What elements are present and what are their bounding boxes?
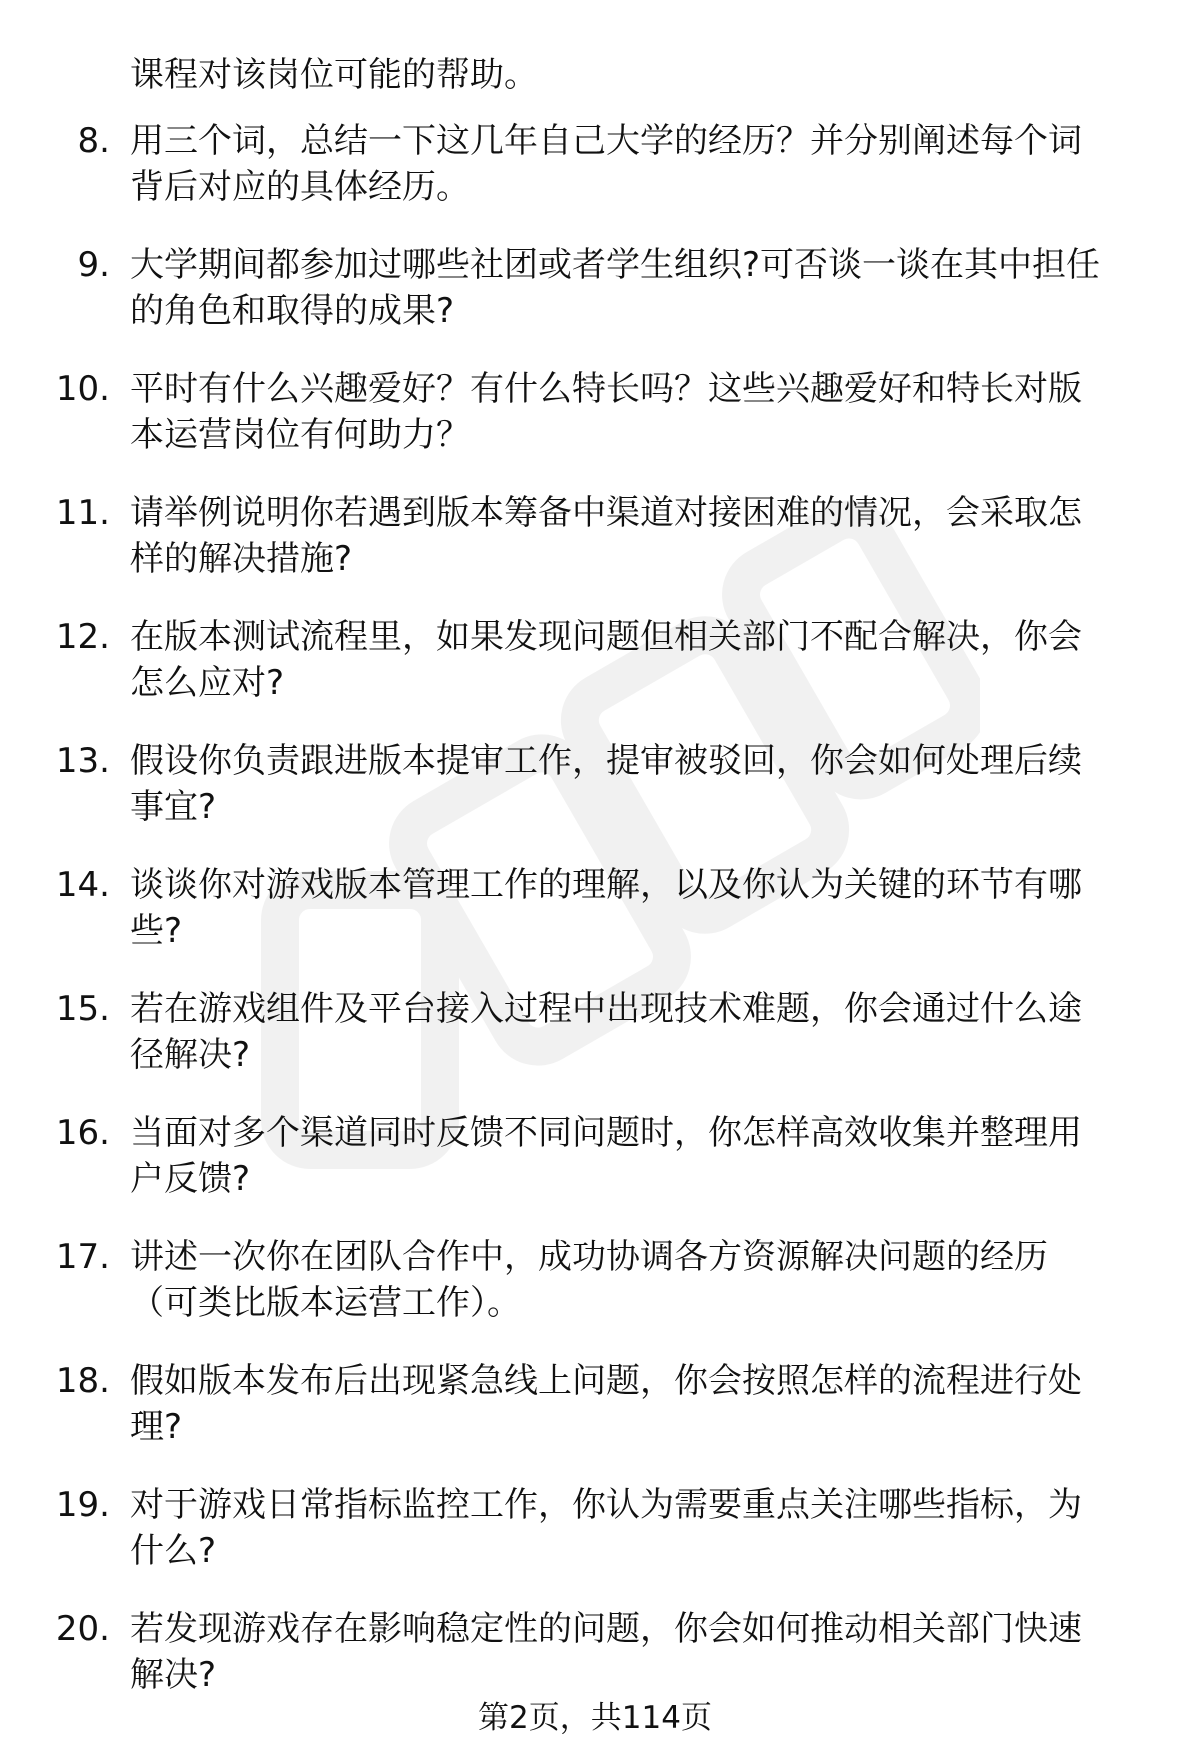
question-number: 16. (55, 1113, 110, 1153)
question-text: 用三个词，总结一下这几年自己大学的经历？并分别阐述每个词 背后对应的具体经历。 (130, 121, 1082, 207)
page-footer: 第2页，共114页 (478, 1700, 712, 1736)
question-number: 10. (55, 369, 110, 409)
question-number: 19. (55, 1485, 110, 1525)
lead-text: 课程对该岗位可能的帮助。 (130, 55, 538, 95)
question-number: 12. (55, 617, 110, 657)
question-text: 讲述一次你在团队合作中，成功协调各方资源解决问题的经历 （可类比版本运营工作）。 (130, 1237, 1048, 1323)
question-text: 假如版本发布后出现紧急线上问题，你会按照怎样的流程进行处 理? (130, 1361, 1082, 1447)
question-number: 8. (77, 121, 110, 161)
question-number: 14. (55, 865, 110, 905)
question-text: 假设你负责跟进版本提审工作，提审被驳回，你会如何处理后续 事宜? (130, 741, 1082, 827)
question-text: 对于游戏日常指标监控工作，你认为需要重点关注哪些指标，为 什么? (130, 1485, 1082, 1571)
question-item (0, 242, 1190, 334)
question-item (0, 1110, 1190, 1202)
question-text: 当面对多个渠道同时反馈不同问题时，你怎样高效收集并整理用 户反馈? (130, 1113, 1082, 1199)
question-number: 13. (55, 741, 110, 781)
question-item (0, 1606, 1190, 1698)
question-item (0, 738, 1190, 830)
question-item (0, 1358, 1190, 1450)
question-item (0, 986, 1190, 1078)
question-number: 9. (77, 245, 110, 285)
question-number: 11. (55, 493, 110, 533)
question-text: 谈谈你对游戏版本管理工作的理解，以及你认为关键的环节有哪 些? (130, 865, 1082, 951)
question-text: 平时有什么兴趣爱好？有什么特长吗？这些兴趣爱好和特长对版 本运营岗位有何助力？ (130, 369, 1082, 455)
question-item (0, 366, 1190, 458)
question-text: 在版本测试流程里，如果发现问题但相关部门不配合解决，你会 怎么应对? (130, 617, 1082, 703)
question-item (0, 118, 1190, 210)
question-number: 20. (55, 1609, 110, 1649)
question-text: 若发现游戏存在影响稳定性的问题，你会如何推动相关部门快速 解决? (130, 1609, 1082, 1695)
question-item (0, 1234, 1190, 1326)
question-item (0, 862, 1190, 954)
question-text: 请举例说明你若遇到版本筹备中渠道对接困难的情况，会采取怎 样的解决措施? (130, 493, 1082, 579)
question-number: 18. (55, 1361, 110, 1401)
question-item (0, 490, 1190, 582)
question-text: 大学期间都参加过哪些社团或者学生组织?可否谈一谈在其中担任 的角色和取得的成果? (130, 245, 1101, 331)
question-number: 17. (55, 1237, 110, 1277)
question-text: 若在游戏组件及平台接入过程中出现技术难题，你会通过什么途 径解决? (130, 989, 1082, 1075)
question-number: 15. (55, 989, 110, 1029)
question-item (0, 614, 1190, 706)
question-item (0, 1482, 1190, 1574)
